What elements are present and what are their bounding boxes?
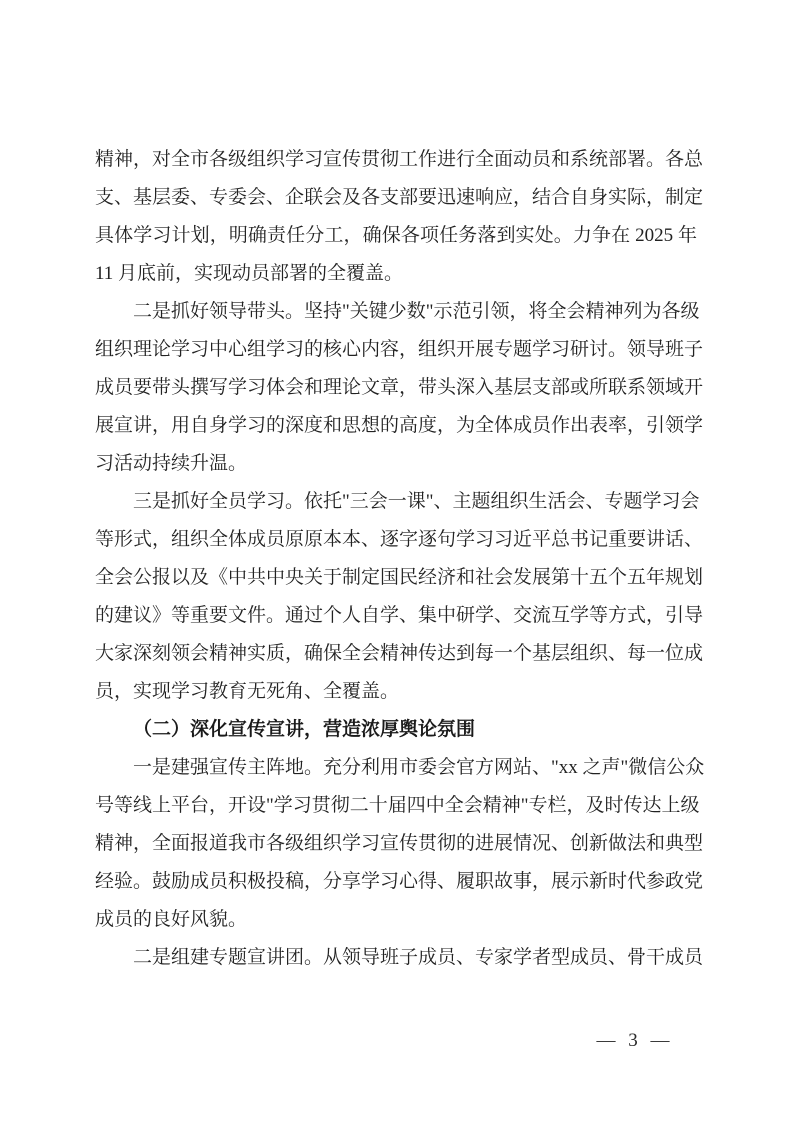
- page-number: 3: [628, 1030, 638, 1051]
- page-footer: [583, 1028, 683, 1054]
- text-line: 成员的良好风貌。: [95, 909, 248, 930]
- text-line: 具体学习计划，明确责任分工，确保各项任务落到实处。力争在 2025 年: [95, 225, 697, 246]
- text-line: （二）深化宣传宣讲，营造浓厚舆论氛围: [133, 719, 476, 740]
- text-line: 号等线上平台，开设"学习贯彻二十届四中全会精神"专栏，及时传达上级: [95, 795, 700, 816]
- text-line: 经验。鼓励成员积极投稿，分享学习心得、履职故事，展示新时代参政党: [95, 871, 704, 892]
- paragraph-leadership-lead: [95, 293, 704, 483]
- text-line: 展宣讲，用自身学习的深度和思想的高度，为全体成员作出表率，引领学: [95, 415, 704, 436]
- document-body: [95, 141, 705, 977]
- paragraph-propaganda-platform: [95, 749, 705, 939]
- text-line: 精神，对全市各级组织学习宣传贯彻工作进行全面动员和系统部署。各总: [95, 149, 704, 170]
- text-line: 习活动持续升温。: [95, 453, 248, 474]
- text-line: 11 月底前，实现动员部署的全覆盖。: [95, 263, 404, 284]
- text-line: 一是建强宣传主阵地。充分利用市委会官方网站、"xx 之声"微信公众: [133, 757, 705, 778]
- text-line: 等形式，组织全体成员原原本本、逐字逐句学习习近平总书记重要讲话、: [95, 529, 704, 550]
- section-heading-two: [95, 711, 697, 749]
- text-line: 组织理论学习中心组学习的核心内容，组织开展专题学习研讨。领导班子: [95, 339, 704, 360]
- text-line: 成员要带头撰写学习体会和理论文章，带头深入基层支部或所联系领域开: [95, 377, 704, 398]
- paragraph-lecture-group: [95, 939, 704, 977]
- paragraph-all-member-study: [95, 483, 704, 711]
- text-line: 支、基层委、专委会、企联会及各支部要迅速响应，结合自身实际，制定: [95, 187, 704, 208]
- footer-dash-right: —: [650, 1030, 670, 1051]
- text-line: 大家深刻领会精神实质，确保全会精神传达到每一个基层组织、每一位成: [95, 643, 704, 664]
- text-line: 精神，全面报道我市各级组织学习宣传贯彻的进展情况、创新做法和典型: [95, 833, 704, 854]
- text-line: 三是抓好全员学习。依托"三会一课"、主题组织生活会、专题学习会: [133, 491, 700, 512]
- text-line: 二是抓好领导带头。坚持"关键少数"示范引领，将全会精神列为各级: [133, 301, 700, 322]
- footer-dash-left: —: [596, 1030, 616, 1051]
- text-line: 全会公报以及《中共中央关于制定国民经济和社会发展第十五个五年规划: [95, 567, 704, 588]
- paragraph-mobilization-continuation: [95, 141, 704, 293]
- text-line: 的建议》等重要文件。通过个人自学、集中研学、交流互学等方式，引导: [95, 605, 704, 626]
- text-line: 二是组建专题宣讲团。从领导班子成员、专家学者型成员、骨干成员: [133, 947, 704, 968]
- text-line: 员，实现学习教育无死角、全覆盖。: [95, 681, 400, 702]
